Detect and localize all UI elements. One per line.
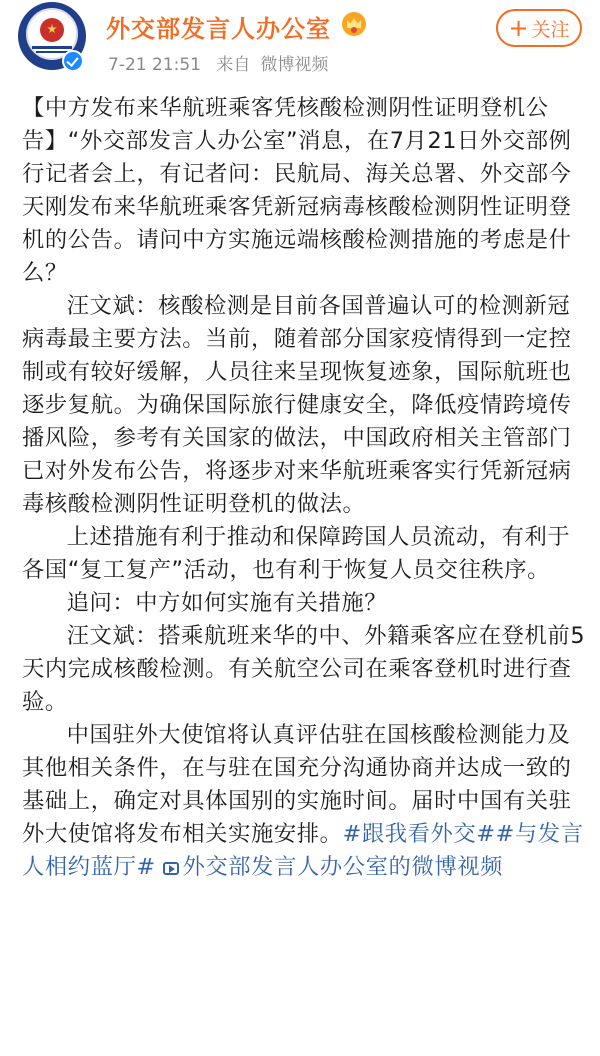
post-source[interactable]: 微博视频 xyxy=(260,55,329,75)
follow-label: 关注 xyxy=(531,18,570,41)
post-paragraph: 汪文斌：搭乘航班来华的中、外籍乘客应在登机前5天内完成核酸检测。有关航空公司在乘客登机时进行查验。 xyxy=(22,623,586,715)
account-name[interactable]: 外交部发言人办公室 xyxy=(106,15,331,43)
hashtag-link[interactable]: #与发言人相约蓝厅# xyxy=(22,821,584,880)
post-paragraph-last xyxy=(22,719,586,884)
hashtag-link[interactable]: #跟我看外交# xyxy=(342,821,496,847)
source-prefix: 来自 xyxy=(216,55,251,75)
vip-crown-icon[interactable] xyxy=(342,12,366,36)
video-link[interactable] xyxy=(163,854,503,880)
post-meta xyxy=(108,50,338,75)
video-link-label: 外交部发言人办公室的微博视频 xyxy=(182,854,504,880)
post-header xyxy=(0,0,600,80)
video-play-icon xyxy=(163,862,179,875)
avatar-text-line-icon xyxy=(32,46,72,49)
post-timestamp: 7-21 21:51 xyxy=(108,55,201,75)
post-paragraph: 【中方发布来华航班乘客凭核酸检测阴性证明登机公告】“外交部发言人办公室”消息，在7月21日外交部例行记者会上，有记者问：民航局、海关总署、外交部今天刚发布来华航班乘客凭新冠病毒核酸检测阴性证明登机的公告。请问中方实施远端核酸检测措施的考虑是什么？ xyxy=(22,95,572,286)
post-paragraph-text: 中国驻外大使馆将认真评估驻在国核酸检测能力及其他相关条件，在与驻在国充分沟通协商并达成一致的基础上，确定对具体国别的实施时间。届时中国有关驻外大使馆将发布相关实施安排。 xyxy=(22,722,572,847)
national-emblem-icon xyxy=(40,18,64,42)
post-paragraph: 上述措施有利于推动和保障跨国人员流动，有利于各国“复工复产”活动，也有利于恢复人员交往秩序。 xyxy=(22,524,571,583)
plus-icon: + xyxy=(508,14,529,42)
post-paragraph: 汪文斌：核酸检测是目前各国普遍认可的检测新冠病毒最主要方法。当前，随着部分国家疫情得到一定控制或有较好缓解，人员往来呈现恢复迹象，国际航班也逐步复航。为确保国际旅行健康安全，降低疫情跨境传播风险，参考有关国家的做法，中国政府相关主管部门已对外发布公告，将逐步对来华航班乘客实行凭新冠病毒核酸检测阴性证明登机的做法。 xyxy=(22,293,572,517)
post-paragraph: 追问：中方如何实施有关措施？ xyxy=(66,590,388,616)
follow-button[interactable] xyxy=(496,9,582,47)
avatar-text-line-icon xyxy=(36,51,68,53)
post-body xyxy=(22,92,586,884)
verified-badge-icon xyxy=(62,50,84,72)
